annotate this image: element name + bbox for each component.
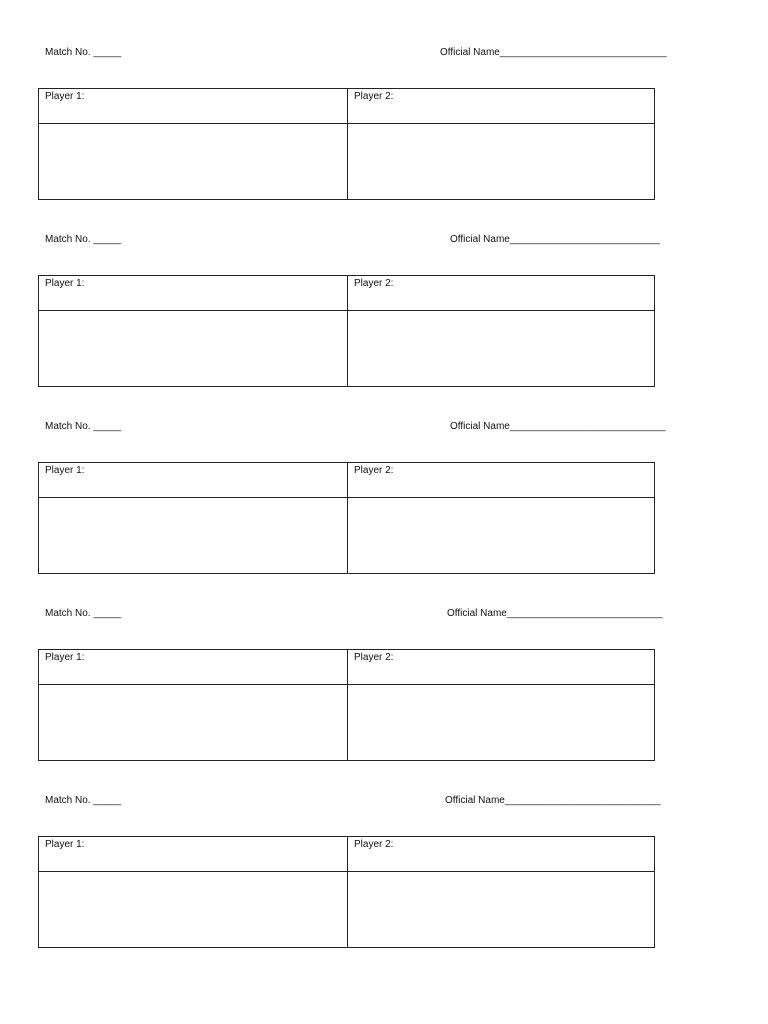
official-name-label: Official Name____________________________ [445,795,661,806]
player-1-name-cell[interactable] [39,276,347,310]
match-number-label: Match No. _____ [45,795,122,806]
player-1-label: Player 1: [45,91,85,102]
match-block-4 [0,608,768,768]
player-1-label: Player 1: [45,839,85,850]
match-block-3 [0,421,768,581]
player-2-score-cell[interactable] [348,124,654,199]
column-divider [347,89,348,199]
score-table [38,88,655,200]
player-2-name-cell[interactable] [348,463,654,497]
player-2-label: Player 2: [354,465,394,476]
player-2-name-cell[interactable] [348,276,654,310]
player-1-score-cell[interactable] [39,685,347,760]
match-block-1 [0,47,768,207]
player-1-score-cell[interactable] [39,872,347,947]
match-number-label: Match No. _____ [45,421,122,432]
player-2-name-cell[interactable] [348,837,654,871]
player-2-score-cell[interactable] [348,685,654,760]
column-divider [347,650,348,760]
match-block-5 [0,795,768,955]
player-1-score-cell[interactable] [39,124,347,199]
official-name-label: Official Name______________________________ [440,47,667,58]
score-table [38,275,655,387]
player-2-label: Player 2: [354,839,394,850]
official-name-label: Official Name____________________________ [450,421,666,432]
player-2-label: Player 2: [354,278,394,289]
score-table [38,649,655,761]
player-1-name-cell[interactable] [39,463,347,497]
match-block-2 [0,234,768,394]
player-2-label: Player 2: [354,652,394,663]
player-1-score-cell[interactable] [39,498,347,573]
official-name-label: Official Name___________________________ [450,234,660,245]
player-1-name-cell[interactable] [39,837,347,871]
column-divider [347,276,348,386]
column-divider [347,837,348,947]
player-2-label: Player 2: [354,91,394,102]
player-1-name-cell[interactable] [39,650,347,684]
player-1-label: Player 1: [45,465,85,476]
score-table [38,836,655,948]
player-1-name-cell[interactable] [39,89,347,123]
player-2-score-cell[interactable] [348,311,654,386]
player-1-label: Player 1: [45,652,85,663]
official-name-label: Official Name____________________________ [447,608,663,619]
player-2-score-cell[interactable] [348,498,654,573]
player-1-label: Player 1: [45,278,85,289]
player-2-score-cell[interactable] [348,872,654,947]
score-table [38,462,655,574]
player-1-score-cell[interactable] [39,311,347,386]
match-number-label: Match No. _____ [45,234,122,245]
player-2-name-cell[interactable] [348,89,654,123]
match-number-label: Match No. _____ [45,608,122,619]
player-2-name-cell[interactable] [348,650,654,684]
column-divider [347,463,348,573]
match-number-label: Match No. _____ [45,47,122,58]
